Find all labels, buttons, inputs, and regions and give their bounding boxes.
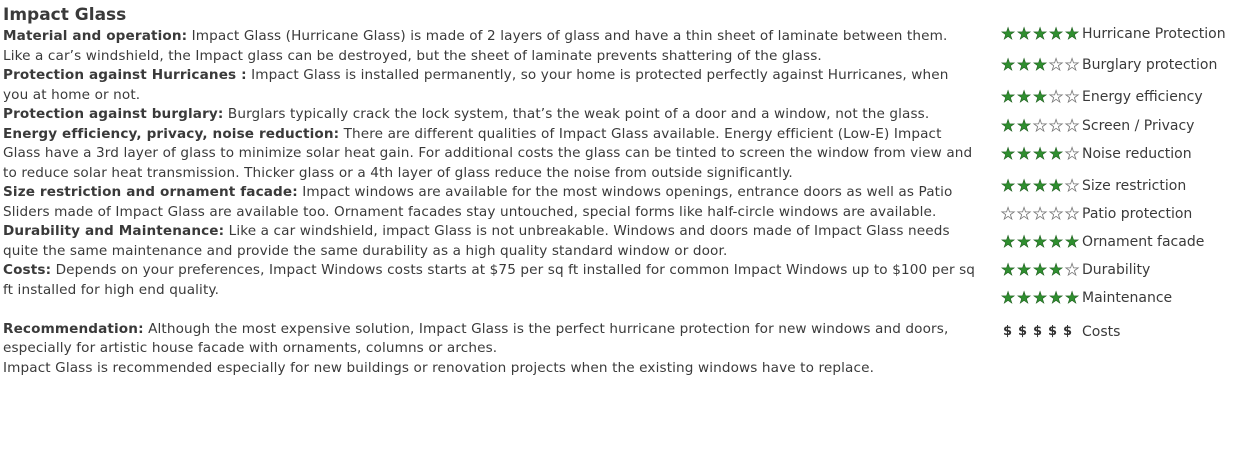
star-rating bbox=[1000, 26, 1082, 42]
paragraph-energy bbox=[3, 125, 978, 184]
star-filled-icon: ★ bbox=[1016, 116, 1032, 135]
star-filled-icon: ★ bbox=[1000, 144, 1016, 163]
star-rating bbox=[1000, 262, 1082, 278]
star-filled-icon: ★ bbox=[1000, 260, 1016, 279]
rating-row bbox=[1000, 261, 1150, 279]
star-empty-icon: ★ bbox=[1064, 87, 1080, 106]
star-rating bbox=[1000, 290, 1082, 306]
star-filled-icon: ★ bbox=[1032, 55, 1048, 74]
paragraph-text: There are different qualities of Impact Glass available. Energy efficient (Low-E) Impact Glass have a 3rd layer of glass to minimize solar heat gain. For additional costs the glass can be tinted to screen the window from view and to reduce solar heat transmission. Thicker glass or a 4th layer of glass reduce the noise from outside significantly. bbox=[3, 125, 973, 181]
rating-label: Durability bbox=[1082, 262, 1151, 278]
paragraph-heading: Durability and Maintenance: bbox=[3, 223, 225, 239]
star-filled-icon: ★ bbox=[1032, 288, 1048, 307]
rating-row bbox=[1000, 289, 1172, 307]
rating-label: Patio protection bbox=[1082, 206, 1193, 222]
star-filled-icon: ★ bbox=[1048, 232, 1064, 251]
rating-row bbox=[1000, 177, 1186, 195]
star-filled-icon: ★ bbox=[1048, 24, 1064, 43]
paragraph-text: Impact Glass is installed permanently, so your home is protected perfectly against Hurricanes, when you at home or not. bbox=[3, 67, 949, 103]
star-empty-icon: ★ bbox=[1000, 204, 1016, 223]
paragraph-text: Burglars typically crack the lock system, that’s the weak point of a door and a window, not the glass. bbox=[223, 106, 930, 122]
rating-row bbox=[1000, 205, 1192, 223]
rating-label: Energy efficiency bbox=[1082, 89, 1203, 105]
page-title: Impact Glass bbox=[3, 5, 127, 25]
star-filled-icon: ★ bbox=[1016, 87, 1032, 106]
paragraph-burglary bbox=[3, 105, 978, 125]
star-empty-icon: ★ bbox=[1048, 204, 1064, 223]
star-rating bbox=[1000, 178, 1082, 194]
star-filled-icon: ★ bbox=[1000, 87, 1016, 106]
rating-label: Burglary protection bbox=[1082, 57, 1218, 73]
rating-row bbox=[1000, 117, 1194, 135]
star-empty-icon: ★ bbox=[1048, 87, 1064, 106]
star-filled-icon: ★ bbox=[1064, 232, 1080, 251]
rating-row bbox=[1000, 88, 1203, 106]
star-empty-icon: ★ bbox=[1048, 116, 1064, 135]
paragraph-heading: Size restriction and ornament facade: bbox=[3, 184, 298, 200]
star-rating bbox=[1000, 146, 1082, 162]
paragraph-costs bbox=[3, 261, 978, 300]
star-empty-icon: ★ bbox=[1064, 204, 1080, 223]
paragraph-heading: Material and operation: bbox=[3, 28, 188, 44]
star-filled-icon: ★ bbox=[1032, 260, 1048, 279]
star-filled-icon: ★ bbox=[1000, 116, 1016, 135]
star-filled-icon: ★ bbox=[1032, 87, 1048, 106]
paragraph-closing: Impact Glass is recommended especially for new buildings or renovation projects when the existing windows have to replace. bbox=[3, 359, 875, 376]
rating-row bbox=[1000, 25, 1226, 43]
paragraph-durability bbox=[3, 222, 978, 261]
cost-row bbox=[1000, 323, 1120, 341]
paragraph-text: Depends on your preferences, Impact Windows costs starts at $75 per sq ft installed for common Impact Windows up to $100 per sq ft installed for high end quality. bbox=[3, 262, 976, 298]
paragraph-material bbox=[3, 27, 978, 66]
star-rating bbox=[1000, 206, 1082, 222]
star-filled-icon: ★ bbox=[1048, 144, 1064, 163]
star-filled-icon: ★ bbox=[1016, 260, 1032, 279]
star-empty-icon: ★ bbox=[1064, 116, 1080, 135]
paragraph-recommendation bbox=[3, 320, 978, 359]
rating-label: Noise reduction bbox=[1082, 146, 1192, 162]
star-filled-icon: ★ bbox=[1016, 176, 1032, 195]
star-empty-icon: ★ bbox=[1048, 55, 1064, 74]
star-empty-icon: ★ bbox=[1064, 176, 1080, 195]
rating-label: Maintenance bbox=[1082, 290, 1173, 306]
star-filled-icon: ★ bbox=[1064, 24, 1080, 43]
paragraph-size bbox=[3, 183, 978, 222]
paragraph-heading: Costs: bbox=[3, 262, 52, 278]
star-filled-icon: ★ bbox=[1000, 232, 1016, 251]
paragraph-text: Like a car windshield, impact Glass is not unbreakable. Windows and doors made of Impact Glass needs quite the same maintenance and provide the same durability as a high quality standard window or door. bbox=[3, 223, 950, 259]
dollar-icon: $ bbox=[1002, 324, 1013, 339]
star-filled-icon: ★ bbox=[1048, 176, 1064, 195]
star-filled-icon: ★ bbox=[1000, 55, 1016, 74]
paragraph-text: Although the most expensive solution, Impact Glass is the perfect hurricane protection for new windows and doors, especially for artistic house facade with ornaments, columns or arches. bbox=[3, 320, 949, 356]
star-rating bbox=[1000, 234, 1082, 250]
star-filled-icon: ★ bbox=[1032, 176, 1048, 195]
paragraph-heading: Recommendation: bbox=[3, 320, 144, 337]
star-rating bbox=[1000, 118, 1082, 134]
star-rating bbox=[1000, 57, 1082, 73]
paragraph-heading: Protection against burglary: bbox=[3, 106, 224, 122]
paragraph-heading: Protection against Hurricanes : bbox=[3, 67, 247, 83]
star-filled-icon: ★ bbox=[1016, 24, 1032, 43]
rating-row bbox=[1000, 145, 1192, 163]
cost-label: Costs bbox=[1082, 324, 1121, 340]
spacer bbox=[3, 300, 978, 320]
rating-row bbox=[1000, 56, 1217, 74]
rating-label: Hurricane Protection bbox=[1082, 26, 1226, 42]
star-filled-icon: ★ bbox=[1016, 55, 1032, 74]
star-filled-icon: ★ bbox=[1000, 176, 1016, 195]
star-empty-icon: ★ bbox=[1064, 144, 1080, 163]
star-filled-icon: ★ bbox=[1016, 144, 1032, 163]
paragraph-hurricanes bbox=[3, 66, 978, 105]
dollar-icon: $ bbox=[1062, 324, 1073, 339]
star-filled-icon: ★ bbox=[1048, 260, 1064, 279]
rating-label: Screen / Privacy bbox=[1082, 118, 1195, 134]
star-empty-icon: ★ bbox=[1064, 55, 1080, 74]
star-filled-icon: ★ bbox=[1000, 24, 1016, 43]
paragraph-text: Impact Glass (Hurricane Glass) is made of 2 layers of glass and have a thin sheet of laminate between them. Like a car’s windshield, the Impact glass can be destroyed, but the sheet of laminate prevents shattering of the glass. bbox=[3, 28, 948, 64]
star-empty-icon: ★ bbox=[1016, 204, 1032, 223]
rating-label: Size restriction bbox=[1082, 178, 1187, 194]
dollar-icon: $ bbox=[1017, 324, 1028, 339]
star-filled-icon: ★ bbox=[1016, 232, 1032, 251]
rating-label: Ornament facade bbox=[1082, 234, 1205, 250]
star-filled-icon: ★ bbox=[1032, 24, 1048, 43]
cost-rating bbox=[1000, 323, 1082, 341]
star-filled-icon: ★ bbox=[1064, 288, 1080, 307]
star-filled-icon: ★ bbox=[1048, 288, 1064, 307]
star-empty-icon: ★ bbox=[1032, 116, 1048, 135]
star-filled-icon: ★ bbox=[1016, 288, 1032, 307]
star-rating bbox=[1000, 89, 1082, 105]
paragraph-heading: Energy efficiency, privacy, noise reduction: bbox=[3, 125, 340, 142]
star-filled-icon: ★ bbox=[1032, 232, 1048, 251]
rating-row bbox=[1000, 233, 1204, 251]
dollar-icon: $ bbox=[1032, 324, 1043, 339]
star-filled-icon: ★ bbox=[1000, 288, 1016, 307]
article-body bbox=[3, 27, 978, 378]
paragraph-text: Impact windows are available for the most windows openings, entrance doors as well as Patio Sliders made of Impact Glass are available too. Ornament facades stay untouched, special forms like half-circle windows are available. bbox=[3, 184, 953, 220]
star-empty-icon: ★ bbox=[1032, 204, 1048, 223]
star-empty-icon: ★ bbox=[1064, 260, 1080, 279]
star-filled-icon: ★ bbox=[1032, 144, 1048, 163]
dollar-icon: $ bbox=[1047, 324, 1058, 339]
